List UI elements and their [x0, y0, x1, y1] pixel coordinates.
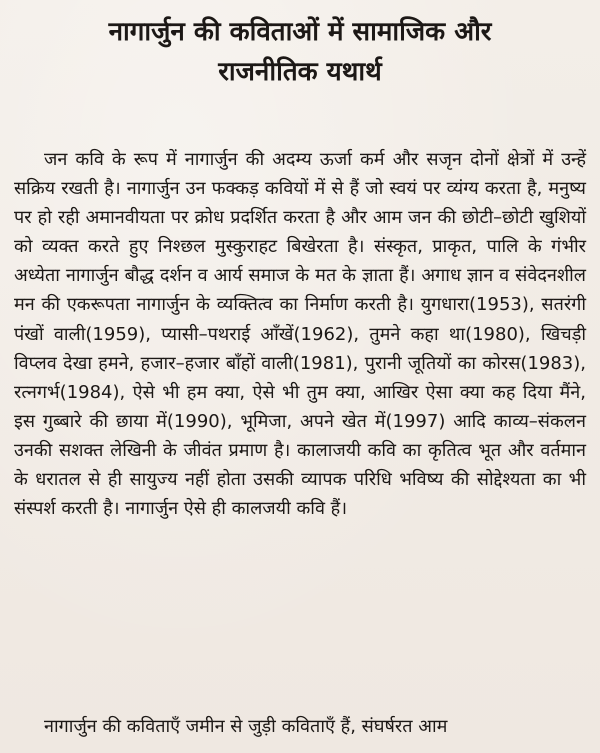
- title-line-2: राजनीतिक यथार्थ: [218, 57, 382, 87]
- title-line-1: नागार्जुन की कविताओं में सामाजिक और: [108, 17, 492, 47]
- paragraph-2: [14, 712, 586, 741]
- paragraph-1: [14, 145, 586, 523]
- paragraph-2-text: नागार्जुन की कविताएँ जमीन से जुड़ी कविताएँ हैं, संघर्षरत आम: [44, 716, 448, 737]
- paragraph-1-text: जन कवि के रूप में नागार्जुन की अदम्य ऊर्जा कर्म और सजृन दोनों क्षेत्रों में उन्हें सक्रिय रखती है। नागार्जुन उन फक्कड़ कवियों में से हैं जो स्वयं पर व्यंग्य करता है, मनुष्य पर हो रही अमानवीयता पर क्रोध प्रदर्शित करता है और आम जन की छोटी–छोटी खुशियों को व्यक्त करते हुए निश्छल मुस्कुराहट बिखेरता है। संस्कृत, प्राकृत, पालि के गंभीर अध्येता नागार्जुन बौद्ध दर्शन व आर्य समाज के मत के ज्ञाता हैं। अगाध ज्ञान व संवेदनशील मन की एकरूपता नागार्जुन के व्यक्तित्व का निर्माण करती है। युगधारा(1953), सतरंगी पंखों वाली(1959), प्यासी–पथराई आँखें(1962), तुमने कहा था(1980), खिचड़ी विप्लव देखा हमने, हजार–हजार बाँहों वाली(1981), पुरानी जूतियों का कोरस(1983), रत्नगर्भ(1984), ऐसे भी हम क्या, ऐसे भी तुम क्या, आखिर ऐसा क्या कह दिया मैंने, इस गुब्बारे की छाया में(1990), भूमिजा, अपने खेत में(1997) आदि काव्य–संकलन उनकी सशक्त लेखिनी के जीवंत प्रमाण है। कालाजयी कवि का कृतित्व भूत और वर्तमान के धरातल से ही सायुज्य नहीं होता उसकी व्यापक परिधि भविष्य की सोद्देश्यता का भी संस्पर्श करती है। नागार्जुन ऐसे ही कालजयी कवि हैं।: [14, 149, 586, 520]
